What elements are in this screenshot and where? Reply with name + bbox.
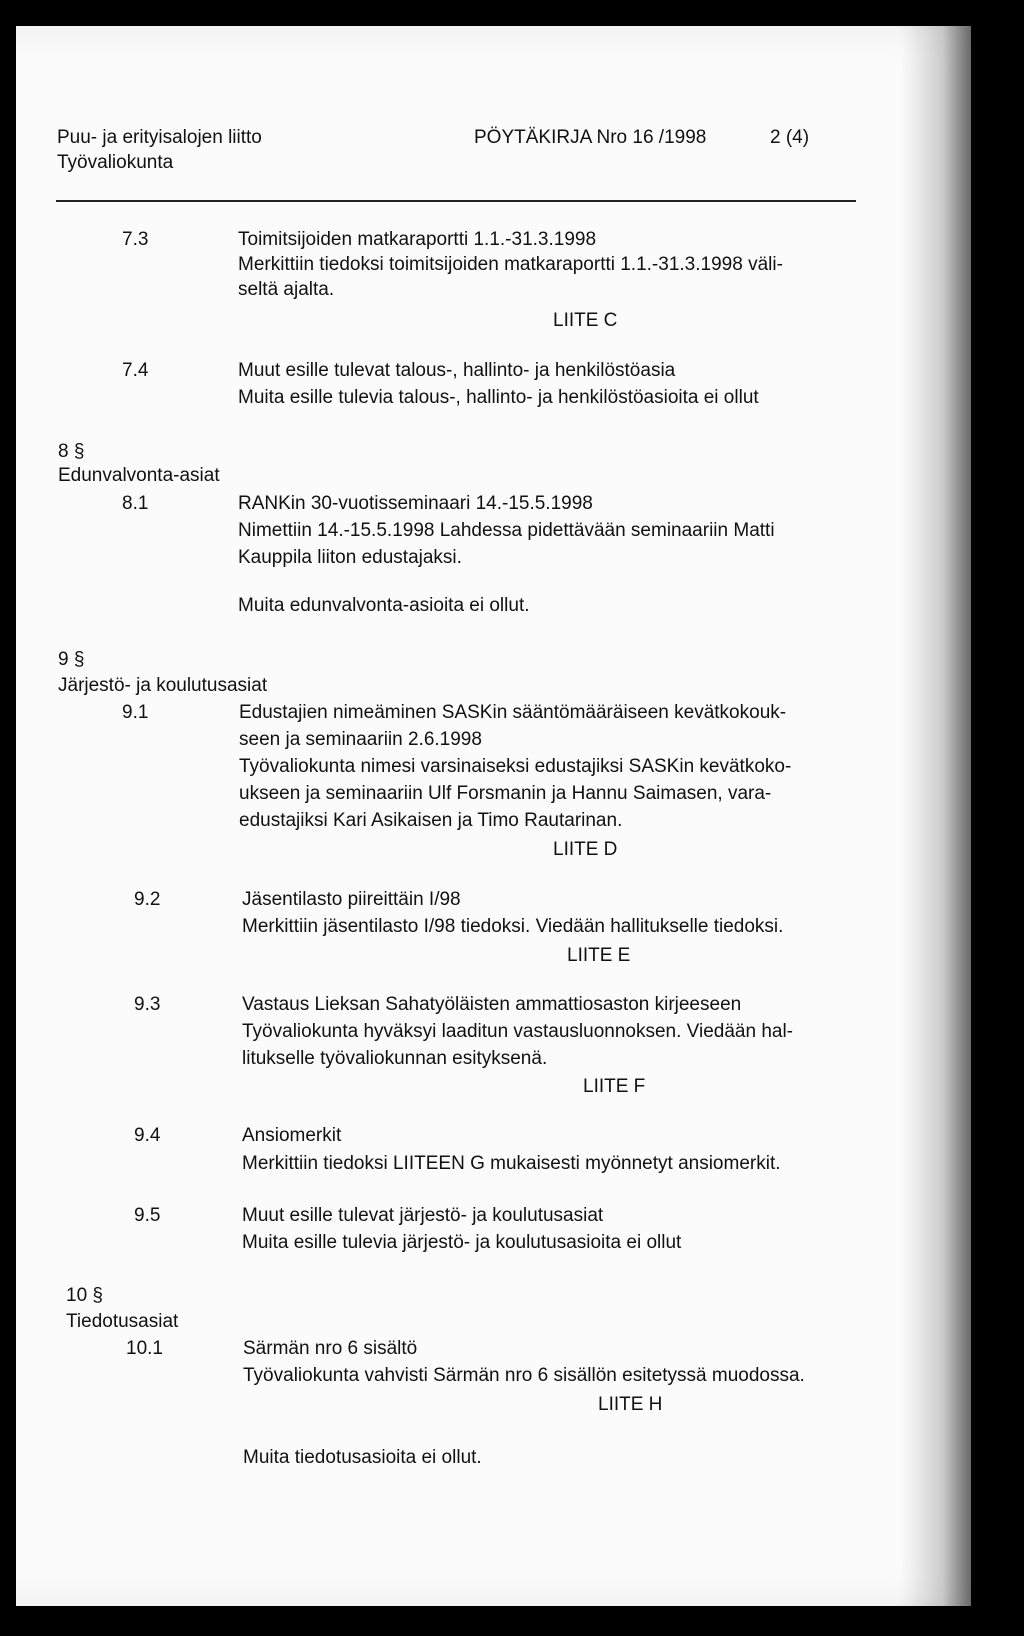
item-7-4-line: Muita esille tulevia talous-, hallinto- ja henkilöstöasioita ei ollut xyxy=(238,387,759,408)
item-9-1-line: Työvaliokunta nimesi varsinaiseksi edustajiksi SASKin kevätkoko- xyxy=(239,756,792,777)
item-9-5-title: Muut esille tulevat järjestö- ja koulutusasiat xyxy=(242,1205,604,1226)
item-7-3-title: Toimitsijoiden matkaraportti 1.1.-31.3.1998 xyxy=(238,229,597,250)
header-doc-title: PÖYTÄKIRJA Nro 16 /1998 xyxy=(474,127,707,148)
item-7-3-attachment: LIITE C xyxy=(553,310,618,331)
item-9-4-number: 9.4 xyxy=(134,1125,161,1146)
item-9-4-line: Merkittiin tiedoksi LIITEEN G mukaisesti myönnetyt ansiomerkit. xyxy=(242,1153,781,1174)
item-9-1-number: 9.1 xyxy=(122,702,149,723)
item-9-4-title: Ansiomerkit xyxy=(242,1125,342,1146)
item-9-2-line: Merkittiin jäsentilasto I/98 tiedoksi. Viedään hallitukselle tiedoksi. xyxy=(242,916,784,937)
item-9-2-attachment: LIITE E xyxy=(567,945,631,966)
item-10-1-note: Muita tiedotusasioita ei ollut. xyxy=(243,1447,482,1468)
item-8-1-number: 8.1 xyxy=(122,493,149,514)
item-10-1-line: Työvaliokunta vahvisti Särmän nro 6 sisällön esitetyssä muodossa. xyxy=(243,1365,805,1386)
item-9-1-line: ukseen ja seminaariin Ulf Forsmanin ja Hannu Saimasen, vara- xyxy=(239,783,772,804)
section-8-heading: Edunvalvonta-asiat xyxy=(58,465,220,486)
item-9-3-line: litukselle työvaliokunnan esityksenä. xyxy=(242,1048,548,1069)
item-9-1-title: Edustajien nimeäminen SASKin sääntömääräiseen kevätkokouk- xyxy=(239,702,787,723)
section-9-mark: 9 § xyxy=(58,649,85,670)
section-8-mark: 8 § xyxy=(58,441,85,462)
item-9-1-line: seen ja seminaariin 2.6.1998 xyxy=(239,729,482,750)
item-10-1-number: 10.1 xyxy=(126,1338,163,1359)
header-committee: Työvaliokunta xyxy=(57,152,174,173)
item-8-1-line: Kauppila liiton edustajaksi. xyxy=(238,547,462,568)
item-9-3-line: Työvaliokunta hyväksyi laaditun vastausluonnoksen. Viedään hal- xyxy=(242,1021,793,1042)
item-7-3-number: 7.3 xyxy=(122,229,149,250)
section-10-heading: Tiedotusasiat xyxy=(66,1311,179,1332)
item-9-3-title: Vastaus Lieksan Sahatyöläisten ammattiosaston kirjeeseen xyxy=(242,994,742,1015)
item-7-3-line: seltä ajalta. xyxy=(238,279,335,300)
section-10-mark: 10 § xyxy=(66,1285,103,1306)
item-8-1-note: Muita edunvalvonta-asioita ei ollut. xyxy=(238,595,530,616)
item-9-5-number: 9.5 xyxy=(134,1205,161,1226)
item-9-3-attachment: LIITE F xyxy=(583,1076,646,1097)
section-9-heading: Järjestö- ja koulutusasiat xyxy=(58,675,268,696)
item-7-3-line: Merkittiin tiedoksi toimitsijoiden matkaraportti 1.1.-31.3.1998 väli- xyxy=(238,254,783,275)
header-divider xyxy=(56,200,856,202)
item-7-4-number: 7.4 xyxy=(122,360,149,381)
item-10-1-attachment: LIITE H xyxy=(598,1394,663,1415)
item-8-1-line: Nimettiin 14.-15.5.1998 Lahdessa pidettävään seminaariin Matti xyxy=(238,520,775,541)
item-7-4-title: Muut esille tulevat talous-, hallinto- ja henkilöstöasia xyxy=(238,360,676,381)
item-9-3-number: 9.3 xyxy=(134,994,161,1015)
item-10-1-title: Särmän nro 6 sisältö xyxy=(243,1338,418,1359)
item-9-2-number: 9.2 xyxy=(134,889,161,910)
item-9-5-line: Muita esille tulevia järjestö- ja koulutusasioita ei ollut xyxy=(242,1232,682,1253)
item-9-2-title: Jäsentilasto piireittäin I/98 xyxy=(242,889,461,910)
item-8-1-title: RANKin 30-vuotisseminaari 14.-15.5.1998 xyxy=(238,493,593,514)
header-page-number: 2 (4) xyxy=(770,127,810,148)
item-9-1-line: edustajiksi Kari Asikaisen ja Timo Rautarinan. xyxy=(239,810,623,831)
header-org: Puu- ja erityisalojen liitto xyxy=(57,127,262,148)
scan-edge-shadow xyxy=(901,26,971,1606)
item-9-1-attachment: LIITE D xyxy=(553,839,618,860)
